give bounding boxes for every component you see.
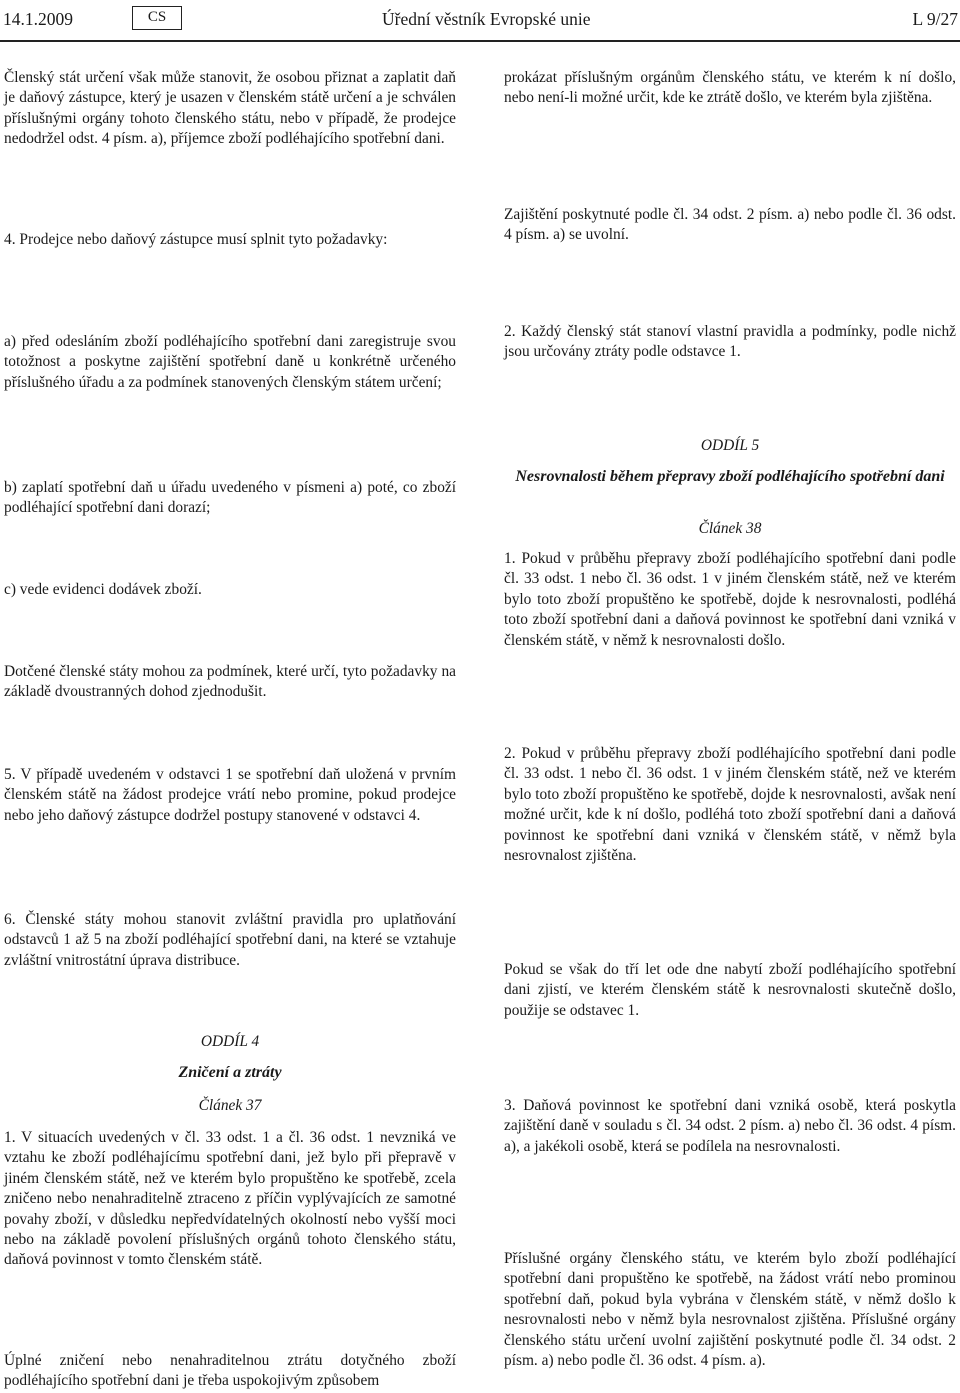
section-label: ODDÍL 5 <box>700 437 760 454</box>
language-code-box: CS <box>132 6 182 30</box>
page-number: L 9/27 <box>912 9 958 29</box>
paragraph: prokázat příslušným orgánům členského státu, ve kterém k ní došlo, nebo není-li možné určit, kde ke ztrátě došlo, ve kterém byla zjištěna. <box>504 69 956 107</box>
list-item: b) zaplatí spotřební daň u úřadu uvedeného v písmeni a) poté, co zboží podléhající spotřební dani dorazí; <box>4 479 456 517</box>
paragraph: 6. Členské státy mohou stanovit zvláštní pravidla pro uplatňování odstavců 1 až 5 na zboží podléhající spotřební dani, na které se vztahuje zvláštní vnitrostátní úprava distribuce. <box>4 911 456 969</box>
list-item: a) před odesláním zboží podléhajícího spotřební dani zaregistruje svou totožnost a poskytne zajištění spotřební daně u konkrétně určeného příslušného úřadu a za podmínek stanovených členským státem určení; <box>4 333 456 391</box>
paragraph: 1. Pokud v průběhu přepravy zboží podléhajícího spotřební dani podle čl. 33 odst. 1 nebo čl. 36 odst. 1 v jiném členském státě, než ve kterém bylo toto zboží propuštěno ke spotřebě, dojde k nesrovnalosti, podléhá toto zboží spotřební dani a daňová povinnost ke spotřební dani vzniká v členském státě, v němž k nesrovnalosti došlo. <box>504 550 956 649</box>
paragraph: Úplné zničení nebo nenahraditelnou ztrátu dotyčného zboží podléhajícího spotřební dani je třeba uspokojivým způsobem <box>4 1352 456 1390</box>
paragraph: Dotčené členské státy mohou za podmínek, které určí, tyto požadavky na základě dvoustranných dohod zjednodušit. <box>4 663 456 701</box>
paragraph: Příslušné orgány členského státu, ve kterém bylo zboží podléhající spotřební dani propuštěno ke spotřebě, na žádost vrátí nebo prominou spotřební daň, pokud byla vybrána v členském státě, v němž došlo k nesrovnalosti nebo v němž byla nesrovnalost zjištěna. Příslušné orgány členského státu určení uvolní zajištění poskytnuté podle čl. 34 odst. 2 písm. a) nebo podle čl. 36 odst. 4 písm. a). <box>504 1250 956 1370</box>
paragraph: 2. Pokud v průběhu přepravy zboží podléhajícího spotřební dani podle čl. 33 odst. 1 nebo čl. 36 odst. 1 v jiném členském státě, než ve kterém bylo toto zboží propuštěno ke spotřebě, dojde k nesrovnalosti, avšak není možné určit, kde k ní došlo, podléhá toto zboží spotřební dani a daňová povinnost ke spotřební dani vzniká v členském státě, v němž byla nesrovnalost zjištěna. <box>504 745 956 865</box>
paragraph: Členský stát určení však může stanovit, že osobou přiznat a zaplatit daň je daňový zástupce, který je usazen v členském státě určení a je schválen příslušnými orgány tohoto členského státu, nebo v případě, že prodejce nedodržel odst. 4 písm. a), příjemce zboží podléhajícího spotřební dani. <box>4 69 456 148</box>
publication-date: 14.1.2009 <box>3 9 73 29</box>
section-title: Nesrovnalosti během přepravy zboží podléhajícího spotřební dani <box>515 468 945 485</box>
article-heading: Článek 38 <box>698 520 762 537</box>
paragraph: 5. V případě uvedeném v odstavci 1 se spotřební daň uložená v prvním členském státě na žádost prodejce vrátí nebo promine, pokud prodejce nebo jeho daňový zástupce dodržel postupy stanovené v odstavci 4. <box>4 766 456 824</box>
paragraph: Zajištění poskytnuté podle čl. 34 odst. 2 písm. a) nebo podle čl. 36 odst. 4 písm. a) se uvolní. <box>504 206 956 244</box>
paragraph: 2. Každý členský stát stanoví vlastní pravidla a podmínky, podle nichž jsou určovány ztráty podle odstavce 1. <box>504 323 956 361</box>
journal-title: Úřední věstník Evropské unie <box>382 9 591 29</box>
page-header <box>0 6 960 32</box>
paragraph: 4. Prodejce nebo daňový zástupce musí splnit tyto požadavky: <box>4 231 388 248</box>
header-rule <box>0 40 960 42</box>
section-title: Zničení a ztráty <box>178 1064 282 1081</box>
section-label: ODDÍL 4 <box>200 1033 260 1050</box>
paragraph: 3. Daňová povinnost ke spotřební dani vzniká osobě, která poskytla zajištění daně v souladu s čl. 34 odst. 2 písm. a) nebo čl. 36 odst. 4 písm. a), a jakékoli osobě, která se podílela na nesrovnalosti. <box>504 1097 956 1155</box>
paragraph: Pokud se však do tří let ode dne nabytí zboží podléhajícího spotřební dani zjistí, ve kterém členském státě k nesrovnalosti skutečně došlo, použije se odstavec 1. <box>504 961 956 1019</box>
article-heading: Článek 37 <box>198 1097 262 1114</box>
paragraph: 1. V situacích uvedených v čl. 33 odst. 1 a čl. 36 odst. 1 nevzniká ve vztahu ke zboží podléhajícímu spotřební dani, jež bylo při přepravě v jiném členském státě, než ve kterém bylo propuštěno ke spotřebě, zcela zničeno nebo nenahraditelně ztraceno z příčin vyplývajících ze samotné povahy zboží, v důsledku nepředvídatelných okolností nebo vyšší moci nebo na základě povolení příslušných orgánů tohoto členského státu, daňová povinnost v tomto členském státě. <box>4 1129 456 1269</box>
list-item: c) vede evidenci dodávek zboží. <box>4 581 202 598</box>
